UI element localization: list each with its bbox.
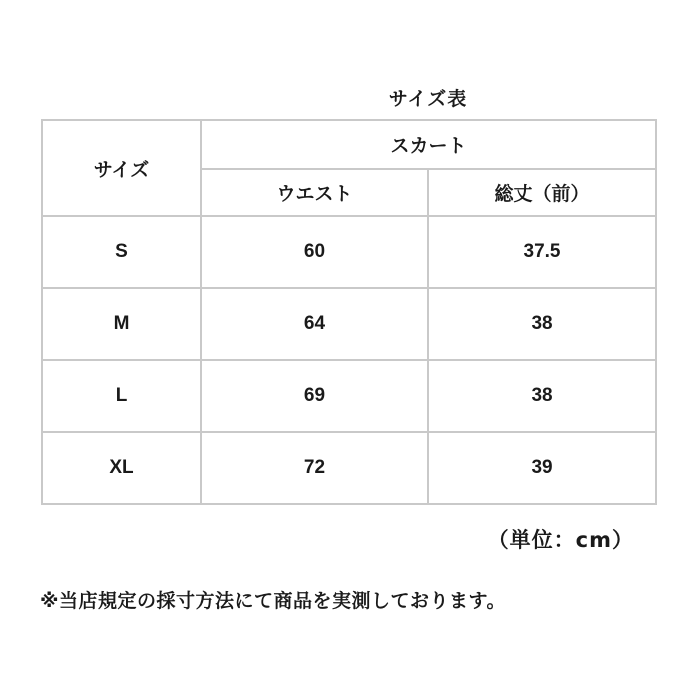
header-skirt-cell: スカート [201, 120, 656, 169]
length-cell: 37.5 [428, 216, 656, 288]
size-cell: M [42, 288, 201, 360]
header-length-cell: 総丈（前） [428, 169, 656, 216]
waist-cell: 72 [201, 432, 428, 504]
length-cell: 38 [428, 288, 656, 360]
size-cell: L [42, 360, 201, 432]
header-size-cell: サイズ [42, 120, 201, 216]
table-row [42, 360, 656, 432]
table-row [42, 288, 656, 360]
waist-cell: 69 [201, 360, 428, 432]
size-cell: XL [42, 432, 201, 504]
header-waist-cell: ウエスト [201, 169, 428, 216]
length-cell: 39 [428, 432, 656, 504]
page-title: サイズ表 [388, 88, 468, 110]
table-header-row [42, 120, 656, 169]
size-chart-table [41, 119, 657, 505]
length-cell: 38 [428, 360, 656, 432]
size-cell: S [42, 216, 201, 288]
waist-cell: 64 [201, 288, 428, 360]
waist-cell: 60 [201, 216, 428, 288]
table-row [42, 216, 656, 288]
measurement-footnote: ※当店規定の採寸方法にて商品を実測しております。 [40, 590, 506, 612]
table-row [42, 432, 656, 504]
unit-note: （単位：cm） [487, 528, 634, 552]
